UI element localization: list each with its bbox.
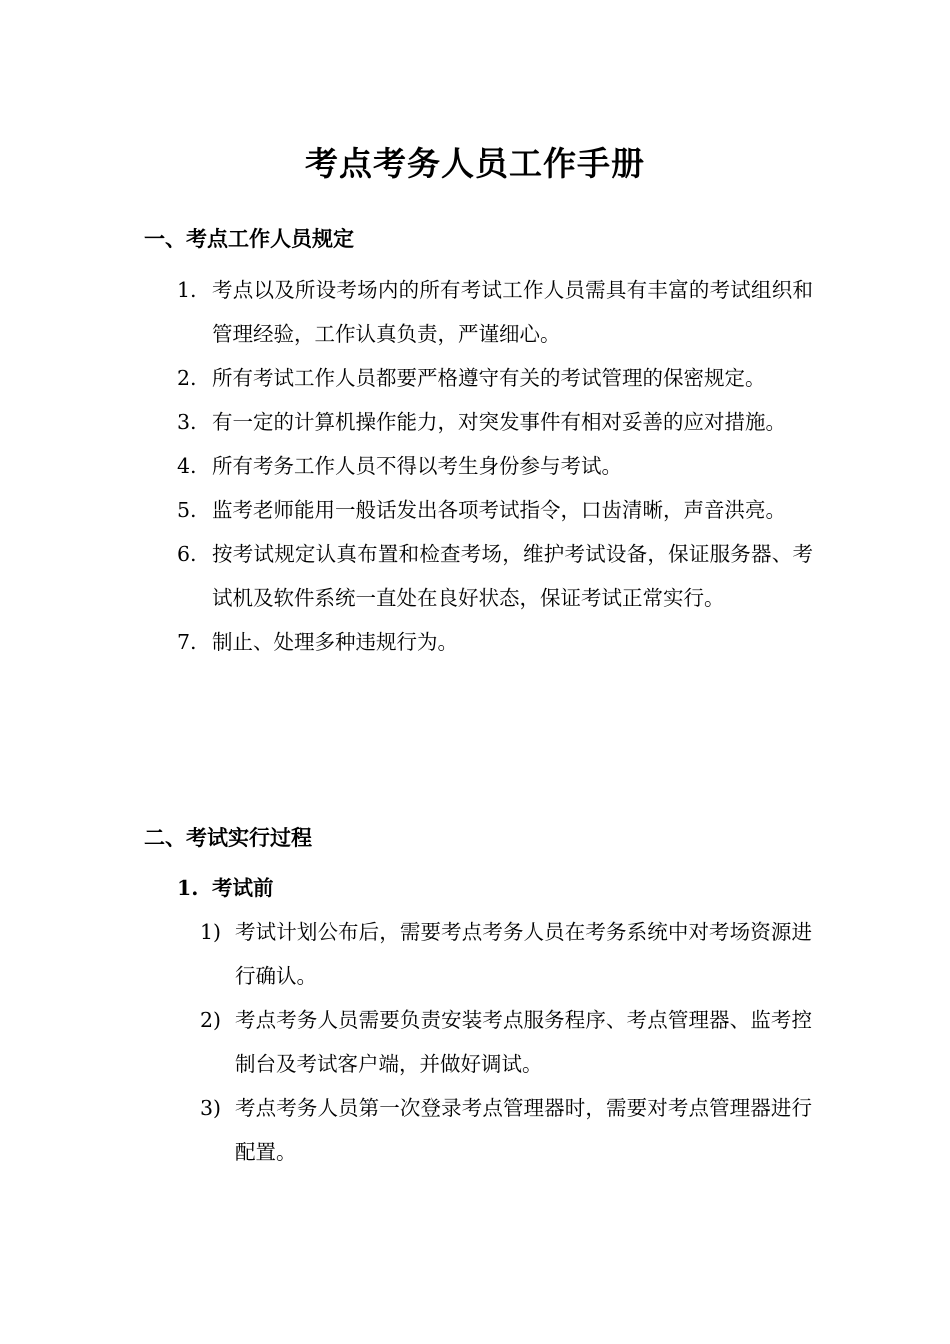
document-title: 考点考务人员工作手册	[305, 144, 645, 183]
list-item	[177, 620, 813, 664]
section-heading-staff-rules: 一、考点工作人员规定	[144, 226, 354, 251]
list-item	[177, 444, 813, 488]
list-item-number: 7.	[177, 630, 197, 654]
list-item	[200, 998, 812, 1086]
list-item	[200, 1086, 812, 1174]
list-item-number: 3)	[200, 1096, 222, 1120]
before-exam-list	[200, 910, 812, 1174]
list-item	[177, 400, 813, 444]
list-item-number: 6.	[177, 542, 197, 566]
list-item-text: 监考老师能用一般话发出各项考试指令，口齿清晰，声音洪亮。	[212, 498, 786, 522]
list-item	[177, 356, 813, 400]
list-item-text: 制止、处理多种违规行为。	[212, 630, 458, 654]
list-item-text: 所有考务工作人员不得以考生身份参与考试。	[212, 454, 622, 478]
list-item	[177, 268, 813, 356]
list-item-text: 有一定的计算机操作能力，对突发事件有相对妥善的应对措施。	[212, 410, 786, 434]
list-item-number: 4.	[177, 454, 197, 478]
staff-rules-list	[177, 268, 813, 664]
subsection-number: 1.	[177, 876, 199, 900]
list-item-text: 按考试规定认真布置和检查考场，维护考试设备，保证服务器、考试机及软件系统一直处在良好状态，保证考试正常实行。	[212, 542, 813, 610]
list-item-text: 考点以及所设考场内的所有考试工作人员需具有丰富的考试组织和管理经验，工作认真负责，严谨细心。	[212, 278, 813, 346]
list-item-number: 1)	[200, 920, 222, 944]
list-item-number: 3.	[177, 410, 197, 434]
list-item	[200, 910, 812, 998]
list-item-number: 2.	[177, 366, 197, 390]
list-item-text: 考点考务人员需要负责安装考点服务程序、考点管理器、监考控制台及考试客户端，并做好调试。	[235, 1008, 812, 1076]
subsection-title: 考试前	[212, 876, 274, 900]
list-item-number: 2)	[200, 1008, 222, 1032]
list-item-text: 考点考务人员第一次登录考点管理器时，需要对考点管理器进行配置。	[235, 1096, 812, 1164]
section-heading-exam-process: 二、考试实行过程	[144, 825, 312, 850]
list-item	[177, 488, 813, 532]
list-item-text: 所有考试工作人员都要严格遵守有关的考试管理的保密规定。	[212, 366, 766, 390]
list-item-number: 1.	[177, 278, 197, 302]
list-item	[177, 532, 813, 620]
list-item-number: 5.	[177, 498, 197, 522]
list-item-text: 考试计划公布后，需要考点考务人员在考务系统中对考场资源进行确认。	[235, 920, 812, 988]
subsection-heading-before-exam	[177, 872, 274, 904]
